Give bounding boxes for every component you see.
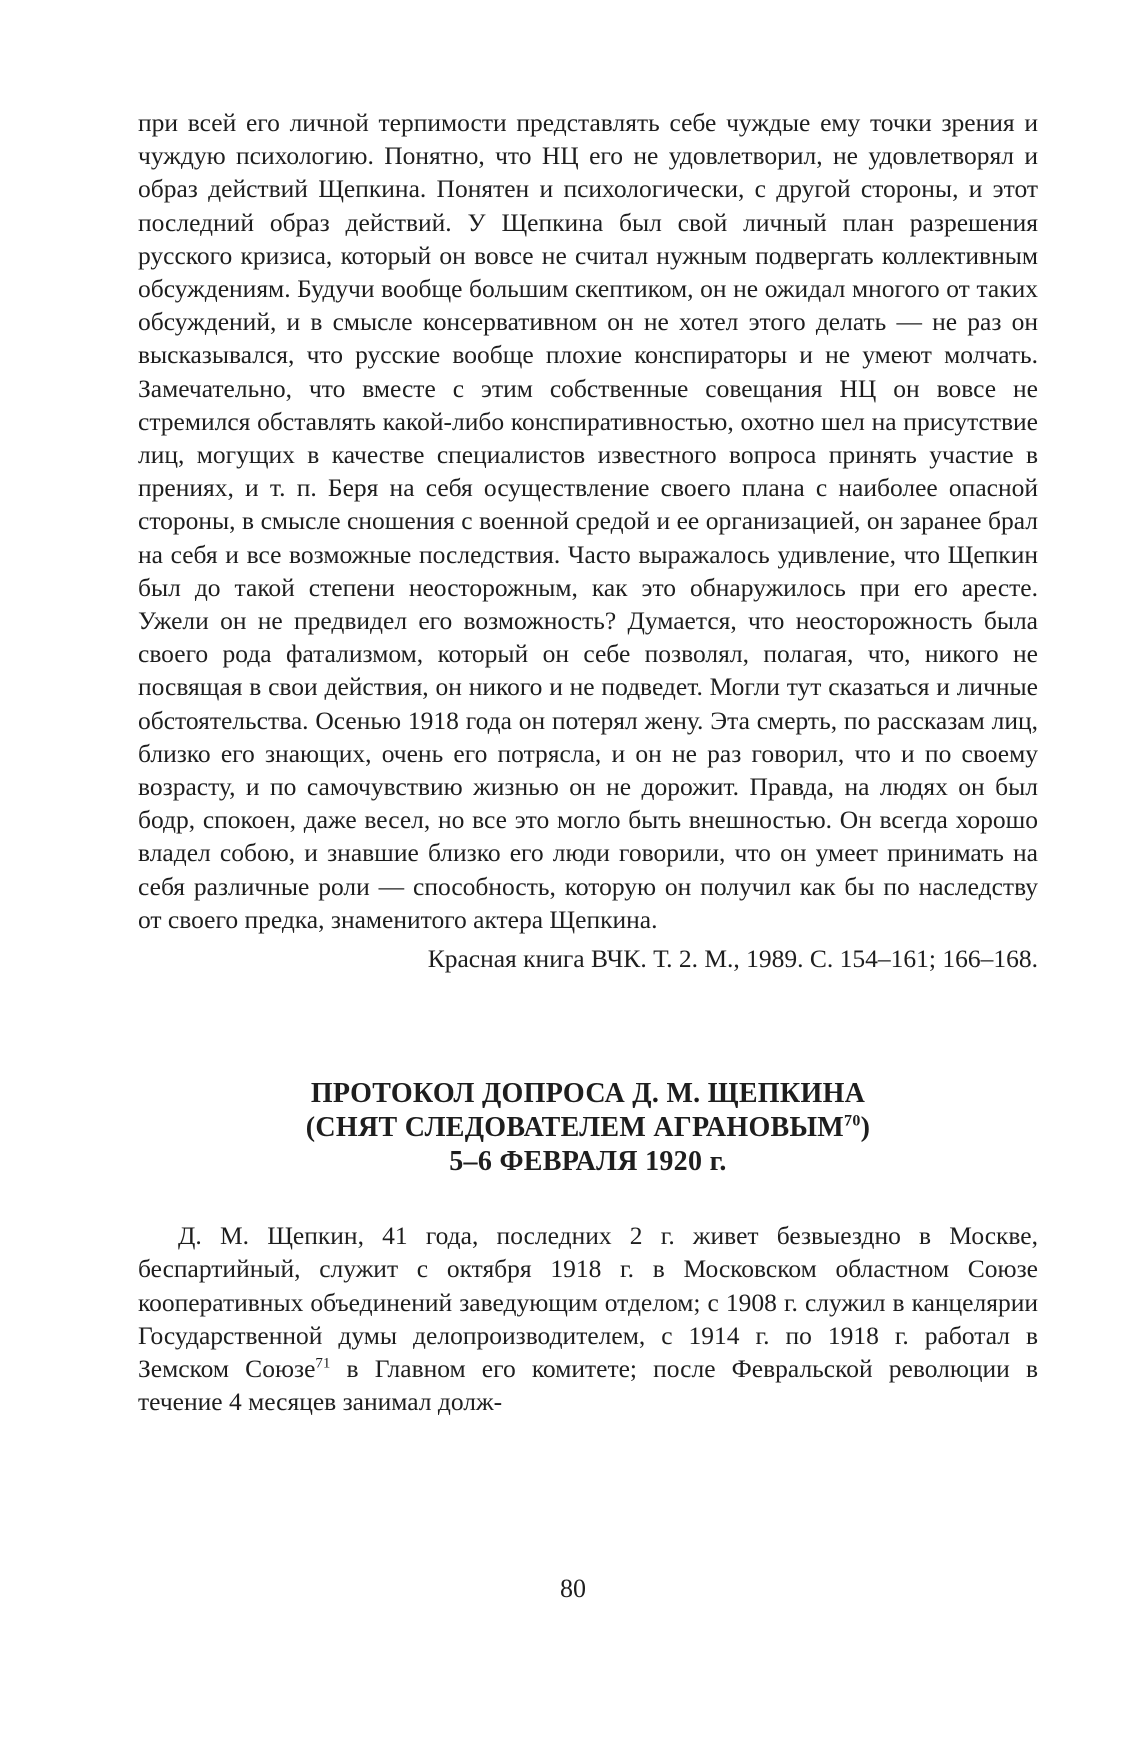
heading-line-2-end: ) (860, 1112, 871, 1144)
interrogation-footnote-ref: 71 (315, 1355, 331, 1372)
heading-line-1: ПРОТОКОЛ ДОПРОСА Д. М. ЩЕПКИНА (310, 1078, 866, 1110)
heading-line-2-text: (СНЯТ СЛЕДОВАТЕЛЕМ АГРАНОВЫМ (305, 1112, 845, 1144)
page-content (138, 106, 1038, 1419)
body-paragraph: при всей его личной терпимости представлять себе чуждые ему точки зрения и чуждую психологию. Понятно, что НЦ его не удовлетворил, не удовлетворял и образ действий Щепкина. Понятен и психологически, с другой стороны, и этот последний образ действий. У Щепкина был свой личный план разрешения русского кризиса, который он вовсе не считал нужным подвергать коллективным обсуждениям. Будучи вообще большим скептиком, он не ожидал многого от таких обсуждений, и в смысле консервативном он не хотел этого делать — не раз он высказывался, что русские вообще плохие конспираторы и не умеют молчать. Замечательно, что вместе с этим собственные совещания НЦ он вовсе не стремился обставлять какой-либо конспиративностью, охотно шел на присутствие лиц, могущих в качестве специалистов известного вопроса принять участие в прениях, и т. п. Беря на себя осуществление своего плана с наиболее опасной стороны, в смысле сношения с военной средой и ее организацией, он заранее брал на себя и все возможные последствия. Часто выражалось удивление, что Щепкин был до такой степени неосторожным, как это обнаружилось при его аресте. Ужели он не предвидел его возможность? Думается, что неосторожность была своего рода фатализмом, который он себе позволял, полагая, что, никого не посвящая в свои действия, он никого и не подведет. Могли тут сказаться и личные обстоятельства. Осенью 1918 года он потерял жену. Эта смерть, по рассказам лиц, близко его знающих, очень его потрясла, и он не раз говорил, что и по своему возрасту, и по самочувствию жизнью он не дорожит. Правда, на людях он был бодр, спокоен, даже весел, но все это могло быть внешностью. Он всегда хорошо владел собою, и знавшие близко его люди говорили, что он умеет принимать на себя различные роли — способность, которую он получил как бы по наследству от своего предка, знаменитого актера Щепкина. (138, 108, 1038, 934)
document-heading (138, 1077, 1038, 1179)
interrogation-paragraph (138, 1219, 1038, 1418)
source-citation: Красная книга ВЧК. Т. 2. М., 1989. С. 154–161; 166–168. (427, 944, 1038, 974)
interrogation-text-end: в Главном его комитете; после Февральской революции в течение 4 месяцев занимал долж- (138, 1354, 1038, 1417)
heading-line-3: 5–6 ФЕВРАЛЯ 1920 г. (449, 1146, 727, 1178)
interrogation-text-start: Д. М. Щепкин, 41 года, последних 2 г. живет безвыездно в Москве, беспартийный, служит с октября 1918 г. в Московском областном Союзе кооперативных объединений заведующим отделом; с 1908 г. служил в канцелярии Государственной думы делопроизводителем, с 1914 г. по 1918 г. работал в Земском Союзе (138, 1221, 1038, 1384)
heading-line-2 (138, 1111, 1038, 1145)
heading-footnote-ref: 70 (844, 1112, 861, 1130)
page-number: 80 (560, 1574, 586, 1603)
